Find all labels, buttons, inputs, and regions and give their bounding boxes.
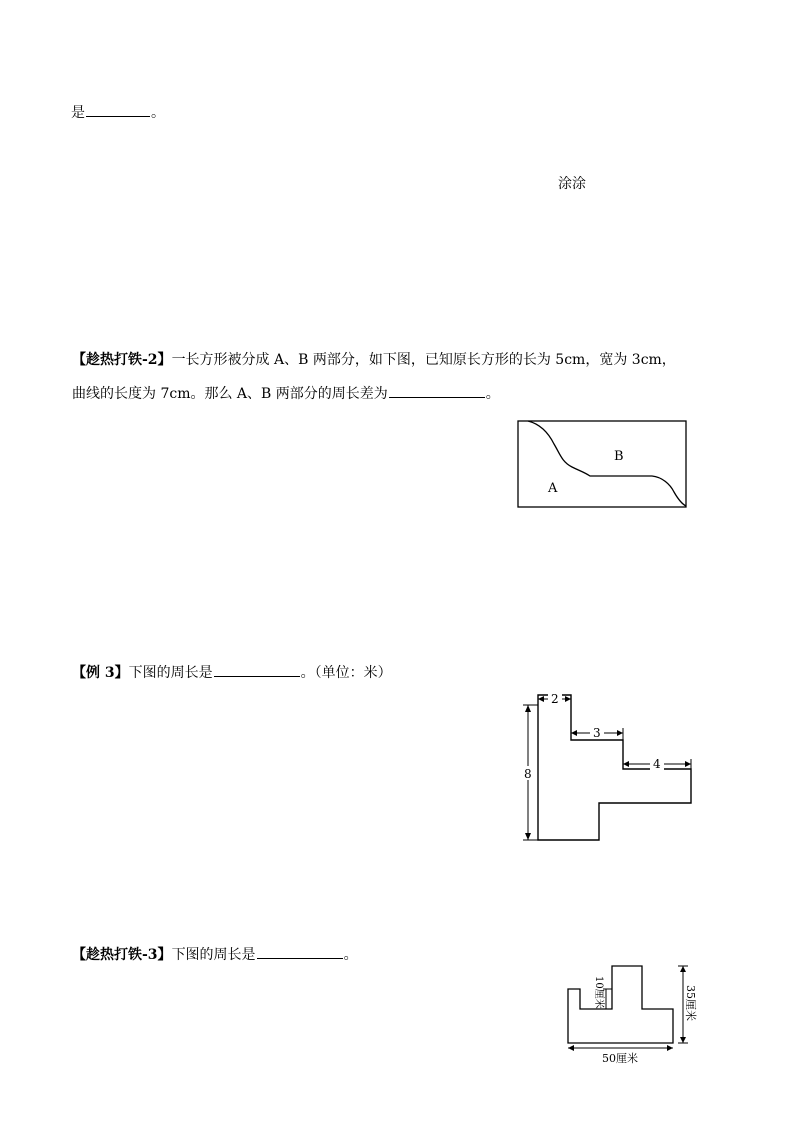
dim-label-50: 50厘米 bbox=[602, 1052, 638, 1065]
fragment-text: 是 bbox=[71, 105, 85, 121]
question-4-tag: 【趁热打铁-3】 bbox=[72, 947, 172, 963]
answer-blank[interactable] bbox=[389, 383, 485, 398]
answer-blank[interactable] bbox=[86, 102, 150, 117]
question-4-end: 。 bbox=[343, 947, 358, 963]
question-4-line bbox=[72, 944, 358, 965]
outer-rectangle bbox=[518, 421, 686, 507]
stair-outline bbox=[538, 695, 691, 840]
dim-label-10: 10厘米 bbox=[593, 976, 604, 1009]
question-3-text: 下图的周长是 bbox=[128, 665, 213, 681]
figure-stair-shape bbox=[515, 690, 700, 845]
answer-blank[interactable] bbox=[214, 662, 300, 677]
question-2-text1: 一长方形被分成 A、B 两部分，如下图，已知原长方形的长为 5cm，宽为 3cm， bbox=[171, 352, 676, 368]
question-3-line bbox=[72, 662, 392, 683]
stamp-text: 涂涂 bbox=[558, 176, 586, 192]
region-b-label: B bbox=[614, 449, 624, 464]
question-2-text2: 曲线的长度为 7cm。那么 A、B 两部分的周长差为 bbox=[72, 386, 388, 402]
dim-label-8: 8 bbox=[524, 767, 532, 781]
region-a-label: A bbox=[548, 481, 558, 496]
question-2-tag: 【趁热打铁-2】 bbox=[72, 352, 172, 368]
question-3-tag: 【例 3】 bbox=[72, 665, 129, 681]
answer-blank[interactable] bbox=[257, 944, 343, 959]
dim-label-35: 35厘米 bbox=[684, 985, 697, 1021]
figure-rectangle-ab bbox=[510, 414, 700, 516]
t-shape-outline bbox=[568, 966, 673, 1043]
question-2-line2 bbox=[72, 383, 500, 404]
question-2-end: 。 bbox=[485, 386, 500, 402]
question-3-end: 。（单位：米） bbox=[300, 665, 392, 681]
dim-label-3: 3 bbox=[593, 726, 601, 740]
figure-t-shape bbox=[560, 958, 710, 1070]
dim-label-4: 4 bbox=[653, 757, 661, 771]
dim-label-2: 2 bbox=[551, 692, 559, 706]
question-4-text: 下图的周长是 bbox=[171, 947, 256, 963]
fragment-end: 。 bbox=[151, 105, 165, 121]
question-2-line1 bbox=[72, 350, 676, 370]
question-fragment bbox=[71, 102, 165, 123]
